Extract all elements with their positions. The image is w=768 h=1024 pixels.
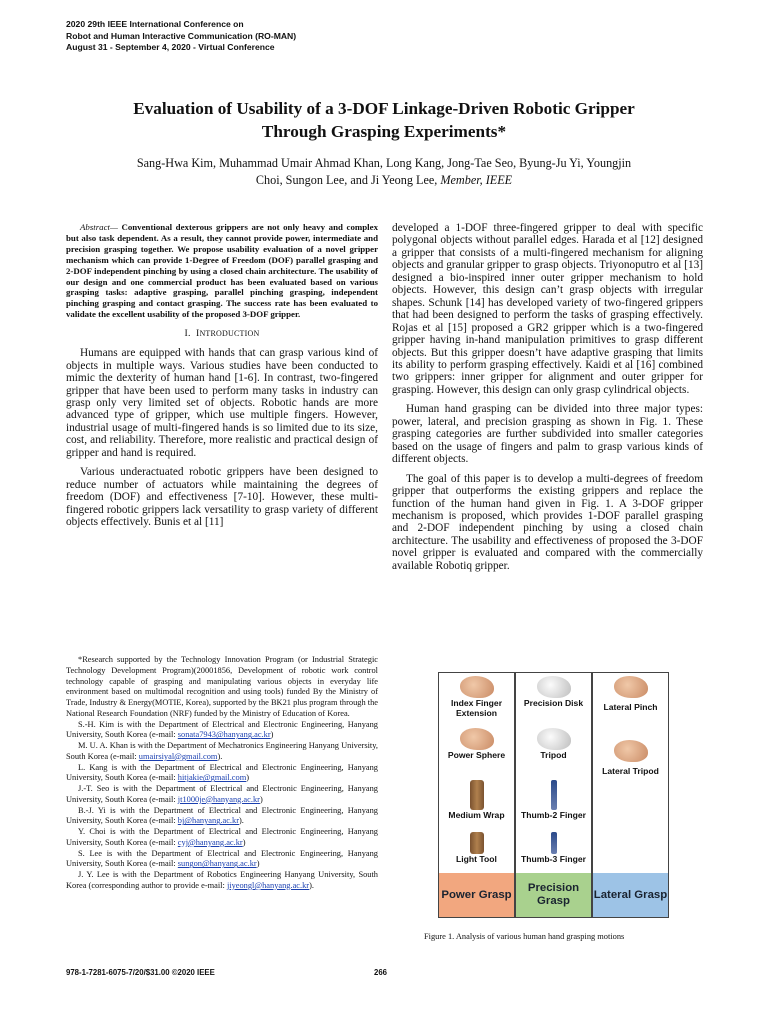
hand-photo: [551, 832, 557, 854]
figure-column-precision: [515, 672, 592, 918]
category-label: Precision Grasp: [527, 882, 580, 907]
footer-isbn: 978-1-7281-6075-7/20/$31.00 ©2020 IEEE: [66, 968, 215, 977]
email-link[interactable]: jt1000je@hanyang.ac.kr: [177, 794, 260, 804]
affiliation-end: ): [270, 730, 274, 740]
email-link[interactable]: sonata7943@hanyang.ac.kr: [177, 730, 271, 740]
figure-cell: [516, 777, 591, 820]
hand-photo: [460, 676, 494, 698]
figure-cell: [516, 673, 591, 708]
affiliation-end: ).: [309, 880, 314, 890]
affiliation-list: [66, 720, 378, 892]
author-line: Sang-Hwa Kim, Muhammad Umair Ahmad Khan, Long Kang, Jong-Tae Seo, Byung-Ju Yi, Youngjin: [136, 156, 632, 170]
affiliation-text: L. Kang is with the Department of Electrical and Electronic Engineering, Hanyang University, South Korea (e-mail:: [66, 762, 378, 783]
conference-header: [66, 19, 296, 54]
title-line: Through Grasping Experiments*: [261, 122, 507, 141]
affiliation-end: ): [259, 794, 263, 804]
email-link[interactable]: sungon@hanyang.ac.kr: [177, 859, 257, 869]
affiliation-end: ).: [239, 816, 244, 826]
figure-cell: [439, 725, 514, 760]
grasp-label: Power Sphere: [447, 750, 506, 760]
category-band: [593, 873, 668, 917]
affiliation-note: [66, 806, 378, 828]
footnotes: [66, 655, 378, 892]
hand-photo: [614, 676, 648, 698]
section-numeral: I.: [184, 328, 191, 340]
figure-cell: [516, 725, 591, 760]
category-label: Power Grasp: [441, 888, 512, 901]
email-link[interactable]: umairsiyal@gmail.com: [138, 751, 218, 761]
figure-cell: [593, 737, 668, 776]
email-link[interactable]: cyj@hanyang.ac.kr: [177, 837, 243, 847]
category-band: [439, 873, 514, 917]
author-line: [90, 172, 678, 189]
affiliation-note: [66, 784, 378, 806]
affiliation-note: [66, 849, 378, 871]
paragraph: Various underactuated robotic grippers have been designed to reduce number of actuators while maintaining the degrees of freedom (DOF) and effectiveness [7-10]. However, these multi-fingered robotic grippers lack versatility to grasp variety of different objects effectively. Bunis et al [11]: [66, 466, 378, 529]
hand-photo: [460, 728, 494, 750]
affiliation-text: J.-T. Seo is with the Department of Electrical and Electronic Engineering, Hanyang University, South Korea (e-mail:: [66, 784, 378, 804]
affiliation-note: [66, 741, 378, 763]
hand-photo: [537, 676, 571, 698]
figure-cell: [439, 777, 514, 820]
affiliation-note: [66, 870, 378, 892]
section-rest: NTRODUCTION: [199, 329, 260, 339]
section-initial: I: [195, 328, 200, 340]
left-column: [66, 222, 378, 536]
author-list: [90, 155, 678, 188]
figure-cell: [439, 673, 514, 718]
grasp-label: Lateral Pinch: [603, 702, 658, 712]
hand-photo: [551, 780, 557, 810]
author-membership: Member, IEEE: [440, 172, 513, 187]
abstract: [66, 222, 378, 320]
affiliation-end: ).: [217, 751, 223, 761]
section-heading: [66, 328, 378, 339]
email-link[interactable]: jiyeongl@hanyang.ac.kr: [226, 880, 310, 890]
figure-cell: [516, 829, 591, 864]
conference-line: August 31 - September 4, 2020 - Virtual Conference: [66, 42, 275, 52]
paragraph: developed a 1-DOF three-fingered gripper to deal with specific polygonal objects without parallel edges. Harada et al [12] designed a gripper that consists of a multi-fingered mechanism for aligning objects and granular gripper to grasp objects. Triyonoputro et al [13] designed a bio-inspired inner outer gripper mechanism to hold objects. However, this design can’t grasp objects with irregular shapes. Schunk [14] has developed variety of two-fingered grippers that had been designed to perform the tasks of grasping effectively. Rojas et al [15] proposed a GR2 gripper which is a two-fingered gripper having in-hand manipulation primitives to grasp different objects. But this gripper doesn’t have adaptive grasping that limits its ability to perform grasping effectively. Kaidi et al [16] combined two grippers: inner gripper for alignment and outer gripper for grasping. However, this design can only grasp cylindrical objects.: [392, 222, 703, 396]
affiliation-text: Y. Choi is with the Department of Electrical and Electronic Engineering, Hanyang University, South Korea (e-mail:: [66, 827, 378, 847]
hand-photo: [470, 780, 484, 810]
grasp-label: Precision Disk: [523, 698, 584, 708]
figure-column-power: [438, 672, 515, 918]
category-label: Lateral Grasp: [593, 888, 668, 901]
affiliation-text: S. Lee is with the Department of Electrical and Electronic Engineering, Hanyang University, South Korea (e-mail:: [66, 848, 378, 869]
conference-line: 2020 29th IEEE International Conference on: [66, 19, 244, 29]
funding-note: *Research supported by the Technology Innovation Program (or Industrial Strategic Technology Development Program)(20001856, Development of robotic work control technology capable of grasping and manipulating various objects in everyday life environment based on multimodal recognition and using tools) funded By the Ministry of Trade, Industry & Energy(MOTIE, Korea), supported by the BK21 plus program through the National Research Foundation (NRF) funded by the Ministry of Education of Korea.: [66, 655, 378, 718]
affiliation-text: M. U. A. Khan is with the Department of Mechatronics Engineering Hanyang University, South Korea (e-mail:: [66, 741, 378, 761]
affiliation-end: ): [246, 773, 250, 783]
grasp-label: Thumb-2 Finger: [521, 810, 586, 820]
email-link[interactable]: hitjakie@gmail.com: [177, 773, 247, 783]
affiliation-text: J. Y. Lee is with the Department of Robotics Engineering Hanyang University, South Korea (corresponding author to provide e-mail:: [66, 870, 378, 890]
affiliation-end: ): [242, 837, 246, 847]
affiliation-end: ): [256, 859, 260, 869]
affiliation-note: [66, 720, 378, 742]
title-line: Evaluation of Usability of a 3-DOF Linkage-Driven Robotic Gripper: [133, 99, 635, 118]
paragraph: Humans are equipped with hands that can grasp various kind of objects in multiple ways. Various studies have been conducted to mimic the dexterity of human hand [1-6]. In contrast, two-fingered gripper that have been used to perform many tasks in industry can grasp only very limited set of objects. Robotic hands are more advanced type of gripper, which use multiple fingers. However, industrial usage of multi-fingered hands is so limited due to its size, cost, and reliability. Therefore, more realistic and practical design of gripper and hand is required.: [66, 347, 378, 459]
right-column: [392, 222, 703, 579]
page-number: 266: [374, 968, 388, 977]
author-names: Choi, Sungon Lee, and Ji Yeong Lee,: [255, 172, 441, 187]
hand-photo: [537, 728, 571, 750]
figure-cell: [593, 673, 668, 712]
grasp-label: Index Finger Extension: [450, 698, 503, 718]
grasp-label: Tripod: [540, 750, 567, 760]
figure-caption: Figure 1. Analysis of various human hand grasping motions: [424, 932, 625, 941]
affiliation-note: [66, 827, 378, 849]
abstract-label: Abstract—: [80, 222, 118, 232]
grasp-label: Thumb-3 Finger: [521, 854, 586, 864]
figure-cell: [439, 829, 514, 864]
hand-photo: [470, 832, 484, 854]
grasp-label: Medium Wrap: [448, 810, 505, 820]
email-link[interactable]: bj@hanyang.ac.kr: [177, 816, 239, 826]
affiliation-text: S.-H. Kim is with the Department of Electrical and Electronic Engineering, Hanyang University, South Korea (e-mail:: [66, 719, 378, 740]
paper-title: [40, 97, 728, 143]
grasp-label: Light Tool: [456, 854, 497, 864]
grasp-label: Lateral Tripod: [602, 766, 659, 776]
abstract-text: Conventional dexterous grippers are not only heavy and complex but also task dependent. As a result, they cannot provide power, intermediate and precision grasping together. We propose usability evaluation of a novel gripper mechanism which can provide 1-Degree of Freedom (DOF) parallel grasping and 2-DOF independent pinching by using a closed chain architecture. The usability of our design and one commercial product has been evaluated based on various grasping tasks: adaptive grasping, parallel pinching grasping, independent pinching grasping and contact grasping. The success rate has been evaluated to validate the excellent usability of the proposed 3-DOF gripper.: [66, 222, 378, 320]
figure-1: [438, 672, 669, 918]
paragraph: Human hand grasping can be divided into three major types: power, lateral, and precision grasping as shown in Fig. 1. These grasping categories are further subdivided into smaller categories based on the usage of fingers and palm to grasp various kinds of different objects.: [392, 403, 703, 466]
conference-line: Robot and Human Interactive Communication (RO-MAN): [66, 30, 297, 41]
category-band: [516, 873, 591, 917]
paragraph: The goal of this paper is to develop a multi-degrees of freedom gripper that outperforms the existing grippers and replace the function of the human hand given in Fig. 1. A 3-DOF gripper mechanism is proposed, which provides 1-DOF parallel grasping and 2-DOF independent pinching by using a closed chain architecture. The usability and effectiveness of proposed the 3-DOF novel gripper is evaluated and compared with the commercially available Robotiq gripper.: [392, 472, 703, 572]
affiliation-text: B.-J. Yi is with the Department of Electrical and Electronic Engineering, Hanyang University, South Korea (e-mail:: [66, 805, 378, 826]
affiliation-note: [66, 763, 378, 785]
figure-column-lateral: [592, 672, 669, 918]
hand-photo: [614, 740, 648, 762]
